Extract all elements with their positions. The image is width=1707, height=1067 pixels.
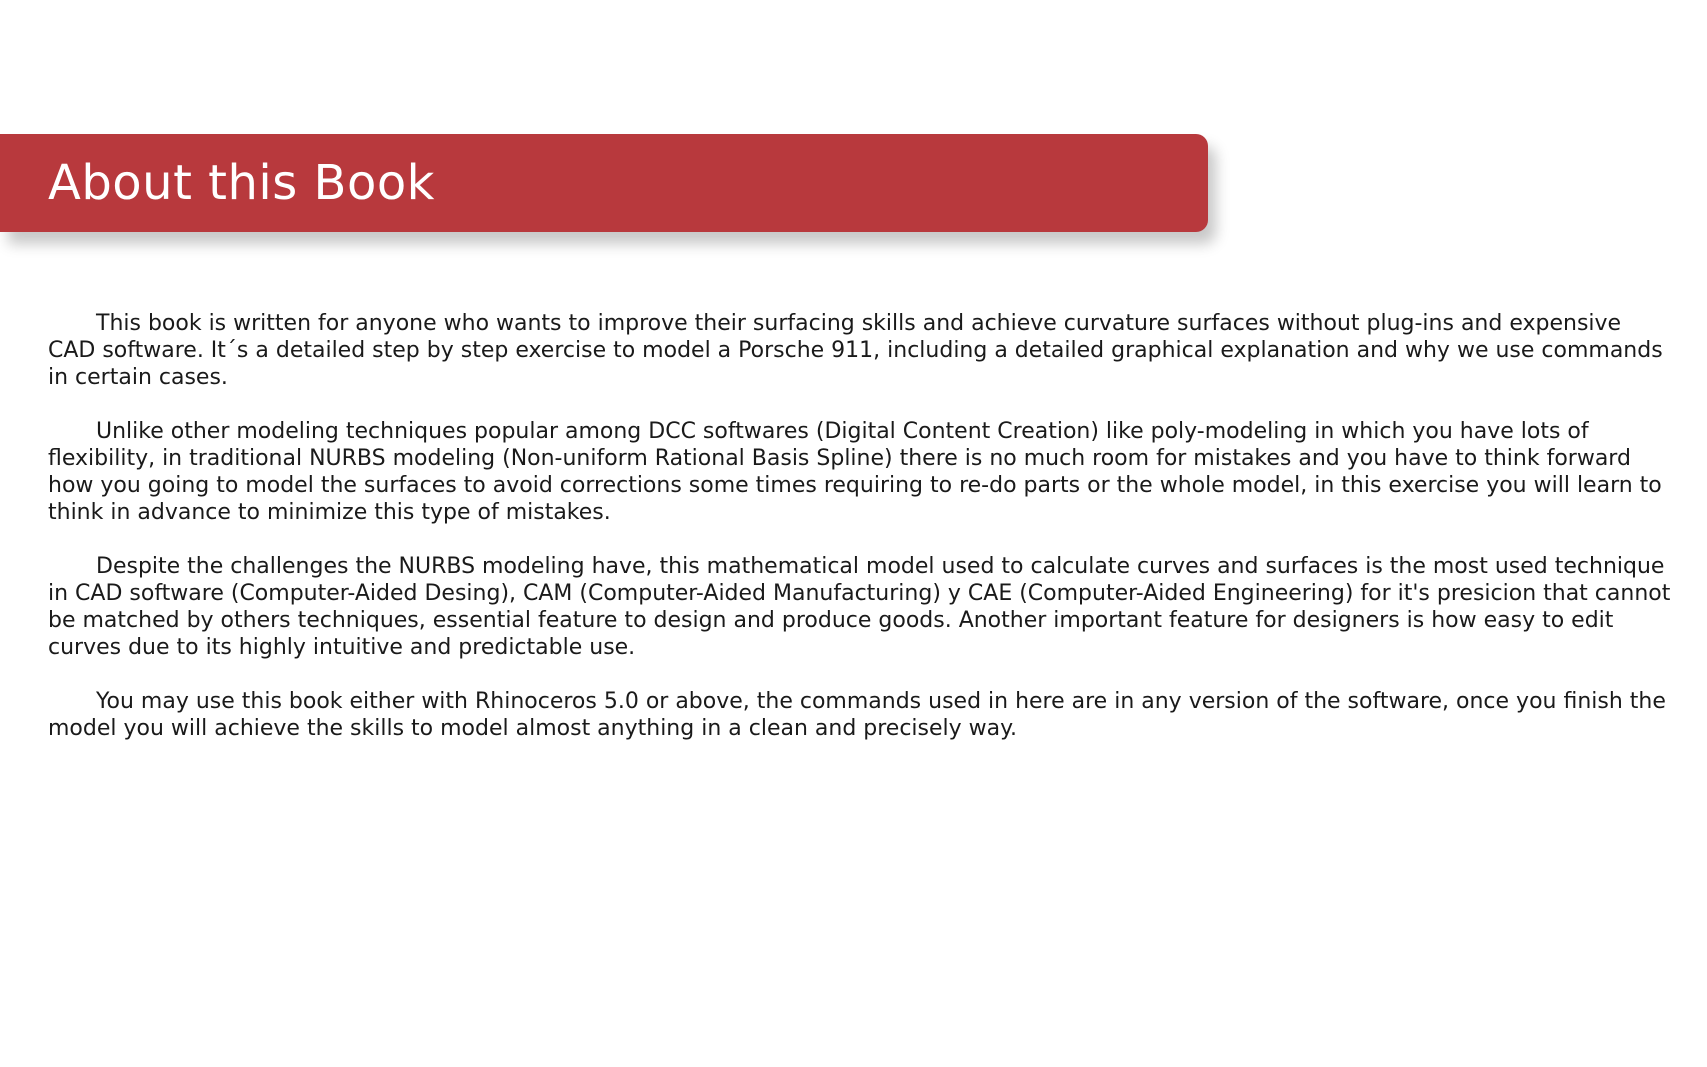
paragraph-intro: This book is written for anyone who wants to improve their surfacing skills and achieve curvature surfaces without plug-ins and expensive CAD software. It´s a detailed step by step exercise to model a Porsche 911, including a detailed graphical explanation and why we use commands in certain cases.: [48, 311, 1663, 390]
paragraph-nurbs-importance: Despite the challenges the NURBS modeling have, this mathematical model used to calculate curves and surfaces is the most used technique in CAD software (Computer-Aided Desing), CAM (Computer-Aided Manufacturing) y CAE (Computer-Aided Engineering) for it's presicion that cannot be matched by others techniques, essential feature to design and produce goods. Another important feature for designers is how easy to edit curves due to its highly intuitive and predictable use.: [48, 554, 1671, 660]
paragraph-software-version: You may use this book either with Rhinoceros 5.0 or above, the commands used in here are in any version of the software, once you finish the model you will achieve the skills to model almost anything in a clean and precisely way.: [48, 689, 1666, 741]
page-title: About this Book: [48, 155, 435, 211]
body-text: [48, 310, 1672, 769]
section-header-banner: [0, 134, 1208, 232]
paragraph-nurbs-modeling: Unlike other modeling techniques popular among DCC softwares (Digital Content Creation) like poly-modeling in which you have lots of flexibility, in traditional NURBS modeling (Non-uniform Rational Basis Spline) there is no much room for mistakes and you have to think forward how you going to model the surfaces to avoid corrections some times requiring to re-do parts or the whole model, in this exercise you will learn to think in advance to minimize this type of mistakes.: [48, 419, 1662, 525]
